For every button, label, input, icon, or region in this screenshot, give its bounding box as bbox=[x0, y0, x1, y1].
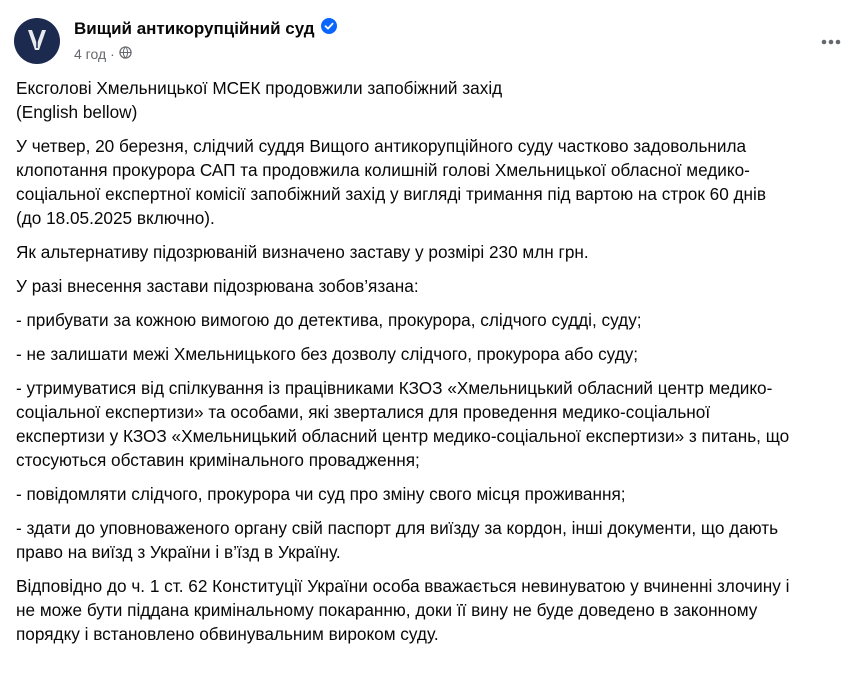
post-timestamp[interactable]: 4 год bbox=[74, 46, 107, 62]
post-text-line: не може бути піддана кримінальному покаранню, доки її вину не буде доведено в законному bbox=[16, 600, 758, 620]
more-options-icon bbox=[821, 32, 841, 50]
post-text-line: Ексголові Хмельницької МСЕК продовжили запобіжний захід bbox=[16, 78, 503, 98]
post-text-line: (English bellow) bbox=[16, 102, 138, 122]
post-paragraph bbox=[16, 240, 846, 264]
post-text-line: клопотання прокурора САП та продовжила колишній голові Хмельницької обласної медико- bbox=[16, 160, 750, 180]
post-text-line: (до 18.05.2025 включно). bbox=[16, 208, 215, 228]
post-text-line: - утримуватися від спілкування із працівниками КЗОЗ «Хмельницький обласний центр медико- bbox=[16, 378, 773, 398]
court-emblem-icon bbox=[22, 24, 52, 59]
post-text-line: Як альтернативу підозрюваній визначено заставу у розмірі 230 млн грн. bbox=[16, 242, 589, 262]
post-paragraph bbox=[16, 274, 846, 298]
more-options-button[interactable] bbox=[813, 26, 849, 56]
post-text-line: Відповідно до ч. 1 ст. 62 Конституції України особа вважається невинуватою у вчиненні злочину і bbox=[16, 576, 790, 596]
post-text-line: У четвер, 20 березня, слідчий суддя Вищого антикорупційного суду частково задовольнила bbox=[16, 136, 747, 156]
post-header bbox=[14, 16, 849, 62]
post-paragraph bbox=[16, 76, 846, 124]
post-text-line: соціальної експертної комісії запобіжний захід у вигляді тримання під вартою на строк 60 днів bbox=[16, 184, 766, 204]
author-row bbox=[74, 18, 337, 39]
post-text-line: - здати до уповноваженого органу свій паспорт для виїзду за кордон, інші документи, що дають bbox=[16, 518, 779, 538]
post-paragraph bbox=[16, 342, 846, 366]
post-paragraph bbox=[16, 516, 846, 564]
post-paragraph bbox=[16, 482, 846, 506]
globe-icon[interactable] bbox=[119, 46, 132, 62]
post-text-line: експертизи у КЗОЗ «Хмельницький обласний центр медико-соціальної експертизи» з питань, що bbox=[16, 426, 790, 446]
page-name-link[interactable]: Вищий антикорупційний суд bbox=[74, 18, 315, 38]
post-paragraph bbox=[16, 134, 846, 230]
post-text-line: У разі внесення застави підозрювана зобов’язана: bbox=[16, 276, 419, 296]
meta-separator: · bbox=[110, 46, 115, 62]
post-text-line: порядку і встановлено обвинувальним вироком суду. bbox=[16, 624, 439, 644]
post-paragraph bbox=[16, 574, 846, 646]
post-text-line: - повідомляти слідчого, прокурора чи суд про зміну свого місця проживання; bbox=[16, 484, 626, 504]
post-message bbox=[16, 76, 846, 656]
post-text-line: стосуються обставин кримінального провадження; bbox=[16, 450, 420, 470]
post-text-line: - прибувати за кожною вимогою до детектива, прокурора, слідчого судді, суду; bbox=[16, 310, 642, 330]
post-paragraph bbox=[16, 376, 846, 472]
post-meta bbox=[74, 46, 132, 62]
post-text-line: - не залишати межі Хмельницького без дозволу слідчого, прокурора або суду; bbox=[16, 344, 639, 364]
verified-badge-icon bbox=[315, 18, 337, 39]
avatar[interactable] bbox=[14, 18, 60, 64]
post-text-line: право на виїзд з України і в’їзд в Україну. bbox=[16, 542, 341, 562]
post-paragraph bbox=[16, 308, 846, 332]
post-text-line: соціальної експертизи» та особами, які зверталися для проведення медико-соціальної bbox=[16, 402, 711, 422]
